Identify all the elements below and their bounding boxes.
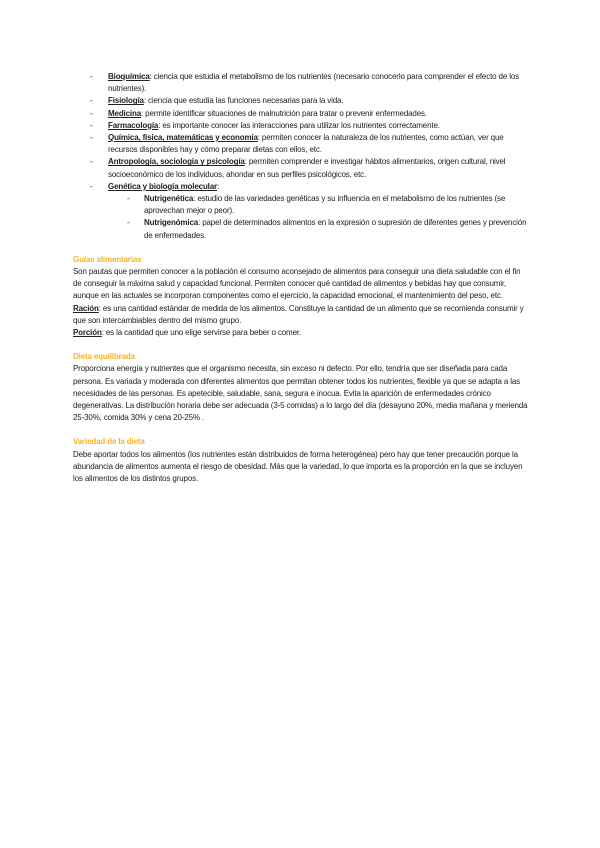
- genetics-sublist: [108, 193, 528, 242]
- definition: : permite identificar situaciones de malnutrición para tratar o prevenir enfermedades.: [141, 108, 427, 118]
- term: Farmacología: [108, 120, 159, 130]
- list-item: [73, 71, 528, 95]
- term: Bioquímica: [108, 72, 150, 81]
- disciplines-list: [73, 71, 528, 242]
- term: Nutrigenética: [144, 194, 194, 204]
- term: Medicina: [108, 108, 142, 118]
- term: Porción: [73, 328, 102, 338]
- racion-definition: [73, 303, 528, 327]
- term: Fisiología: [108, 96, 144, 106]
- definition: : ciencia que estudia las funciones necesarias para la vida.: [143, 96, 344, 106]
- section-body-guias: Son pautas que permiten conocer a la población el consumo aconsejado de alimentos para conseguir una dieta saludable con el fin de conseguir la máxima salud y capacidad funcional. Permiten conocer qué cantidad de alimentos y bebidas hay que consumir, aunque en las actuales se incorporan componentes como el ejercicio, la capacidad emocional, el mantenimiento del peso, etc.: [73, 267, 521, 301]
- definition: : permiten comprender e investigar hábitos alimentarios, origen cultural, nivel socioeconómico de los individuos, ahondar en sus perfiles psicológicos, etc.: [108, 157, 506, 179]
- sublist-item: [108, 217, 528, 241]
- definition: : estudio de las variedades genéticas y su influencia en el metabolismo de los nutrientes (se aprovechan mejor o peor).: [144, 194, 506, 216]
- list-item: [73, 156, 528, 180]
- term: Genética y biología molecular: [108, 181, 218, 191]
- definition: : es la cantidad que uno elige servirse para beber o comer.: [101, 328, 302, 338]
- list-item: [73, 132, 528, 156]
- term: Antropología, sociología y psicología: [108, 157, 245, 167]
- list-item: [73, 120, 528, 132]
- definition: : permiten conocer la naturaleza de los nutrientes, como actúan, ver que recursos disponibles hay y cómo preparar dietas con ellos, etc.: [108, 133, 504, 155]
- term: Nutrigenómica: [144, 218, 199, 228]
- section-body-dieta: Proporciona energía y nutrientes que el organismo necesita, sin exceso ni defecto. Por ello, tendría que ser diseñada para cada persona. Es variada y moderada con diferentes alimentos que permitan obtener todos los nutrientes, flexible ya que se adapta a las necesidades de las personas. Es apetecible, saludable, sana, segura e inocua. Evita la aparición de enfermedades crónico degenerativas. La distribución horaria debe ser adecuada (3-5 comidas) a lo largo del día (desayuno 20%, media mañana y merienda 25-30%, comida 30% y cena 20-25% .: [73, 364, 528, 423]
- definition: : es una cantidad estándar de medida de los alimentos. Constituye la cantidad de un alimento que se recomienda consumir y que son intercambiables dentro del mismo grupo.: [73, 303, 524, 325]
- section-body-variedad: Debe aportar todos los alimentos (los nutrientes están distribuidos de forma heterogénea) pero hay que tener precaución porque la abundancia de alimentos aumenta el riesgo de obesidad. Más que la variedad, lo que importa es la proporción en la que se incluyen los alimentos de los distintos grupos.: [73, 449, 523, 484]
- sublist-item: [108, 193, 528, 217]
- term: Ración: [73, 303, 99, 313]
- list-item: [73, 95, 528, 107]
- document-content: [73, 71, 528, 485]
- list-item: [73, 181, 528, 242]
- definition: :: [217, 181, 220, 191]
- list-item: [73, 108, 528, 120]
- definition: : papel de determinados alimentos en la expresión o supresión de diferentes genes y prevención de enfermedades.: [144, 218, 527, 240]
- definition: : es importante conocer las interacciones para utilizar los nutrientes correctamente.: [158, 120, 440, 130]
- porcion-definition: [73, 327, 528, 339]
- section-title-variedad: Variedad de la dieta: [73, 437, 145, 447]
- section-title-guias: Guías alimentarias: [73, 254, 142, 264]
- definition: : ciencia que estudia el metabolismo de los nutrientes (necesario conocerlo para comprender el efecto de los nutrientes).: [108, 72, 519, 94]
- term: Química, física, matemáticas y economía: [108, 133, 258, 143]
- section-title-dieta: Dieta equilibrada: [73, 352, 135, 362]
